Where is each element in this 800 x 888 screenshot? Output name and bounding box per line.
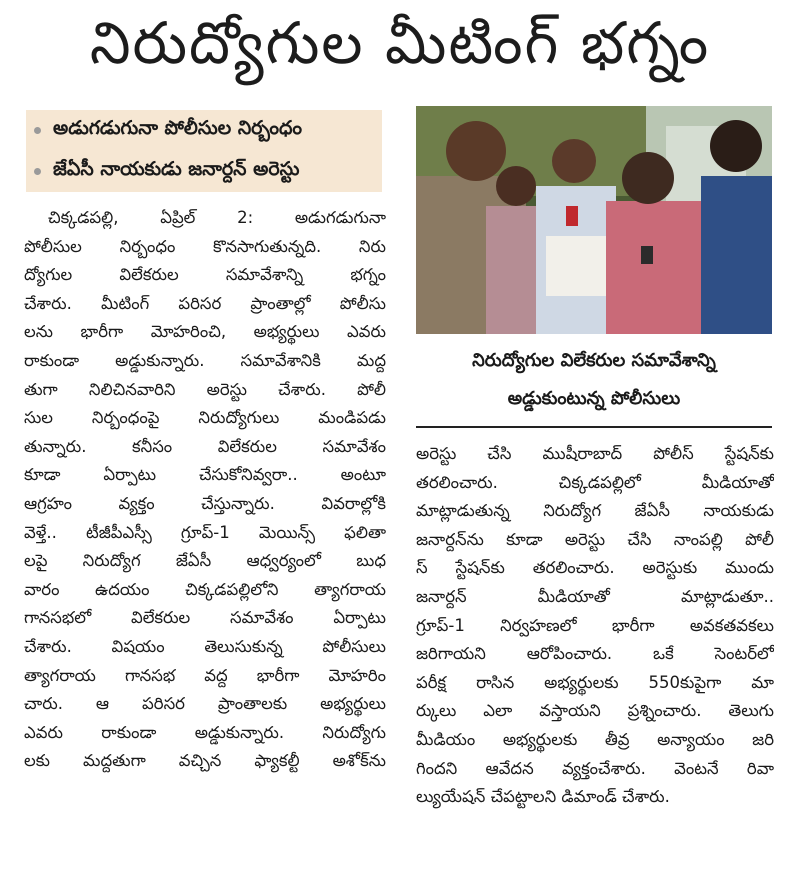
text-line: లకు మద్దతుగా వచ్చిన ఫ్యాకల్టీ అశోక్‌ను	[24, 751, 386, 771]
text-line: మాట్లాడుతున్న నిరుద్యోగ జేఏసీ నాయకుడు	[416, 501, 774, 521]
text-line: చారు. ఆ పరిసర ప్రాంతాలకు అభ్యర్థులు	[24, 694, 386, 714]
text-line: చేశారు. విషయం తెలుసుకున్న పోలీసులు	[24, 636, 386, 656]
caption-line: అడ్డుకుంటున్న పోలీసులు	[507, 388, 681, 409]
bullet-dot-icon	[34, 127, 41, 134]
photo-caption	[416, 342, 772, 422]
highlight-text: అడుగడుగునా పోలీసుల నిర్బంధం	[53, 117, 303, 139]
text-line: తుగా నిలిచినవారిని అరెస్టు చేశారు. పోలీ	[24, 379, 386, 399]
highlight-item	[26, 110, 382, 151]
text-line: ఆగ్రహం వ్యక్తం చేస్తున్నారు. వివరాల్లోకి	[24, 493, 386, 513]
text-line: రాకుండా అడ్డుకున్నారు. సమావేశానికి మద్ద	[24, 350, 386, 370]
text-line: తున్నారు. కనీసం విలేకరుల సమావేశం	[24, 436, 386, 456]
text-line: సుల నిర్బంధంపై నిరుద్యోగులు మండిపడు	[24, 408, 386, 428]
text-line: పోలీసుల నిర్బంధం కొనసాగుతున్నది. నిరు	[24, 236, 386, 256]
caption-divider	[416, 426, 772, 428]
highlight-item	[26, 151, 382, 192]
text-line: త్యాగరాయ గానసభ వద్ద భారీగా మోహరిం	[24, 665, 386, 685]
headline: నిరుద్యోగుల మీటింగ్ భగ్నం	[89, 8, 711, 77]
text-line: ల్యుయేషన్ చేపట్టాలని డిమాండ్ చేశారు.	[416, 787, 670, 807]
text-line: పరీక్ష రాసిన అభ్యర్థులకు 550కుపైగా మా	[416, 672, 774, 692]
caption-line: నిరుద్యోగుల విలేకరుల సమావేశాన్ని	[472, 350, 716, 371]
text-line: కూడా ఏర్పాటు చేసుకోనివ్వరా.. అంటూ	[24, 465, 386, 485]
text-line: చేశారు. మీటింగ్ పరిసర ప్రాంతాల్లో పోలీసు	[24, 293, 386, 313]
text-line: ర్కులు ఎలా వస్తాయని ప్రశ్నించారు. తెలుగు	[416, 701, 774, 721]
text-line: తరలించారు. చిక్కడపల్లిలో మీడియాతో	[416, 472, 774, 492]
text-line: జనార్దన్ మీడియాతో మాట్లాడుతూ..	[416, 586, 774, 606]
text-line: జనార్దన్‌ను కూడా అరెస్టు చేసి నాంపల్లి పోలీ	[416, 529, 774, 549]
text-line: ద్యోగుల విలేకరుల సమావేశాన్ని భగ్నం	[24, 265, 386, 285]
article-column-left	[24, 204, 386, 776]
text-line: గానసభలో విలేకరుల సమావేశం ఏర్పాటు	[24, 608, 386, 628]
text-line: గిందని ఆవేదన వ్యక్తంచేశారు. వెంటనే రివా	[416, 758, 774, 778]
text-line: లపై నిరుద్యోగ జేఏసీ ఆధ్వర్యంలో బుధ	[24, 551, 386, 571]
highlight-text: జేఏసీ నాయకుడు జనార్దన్ అరెస్టు	[53, 158, 300, 180]
text-line: జరిగాయని ఆరోపించారు. ఒకే సెంటర్‌లో	[416, 644, 774, 664]
news-photo	[416, 106, 772, 334]
text-line: వెళ్తే.. టీజీపీఎస్సీ గ్రూప్-1 మెయిన్స్ ఫలితా	[24, 522, 386, 542]
text-line: చిక్కడపల్లి, ఏప్రిల్ 2: అడుగడుగునా	[48, 208, 386, 227]
bullet-dot-icon	[34, 168, 41, 175]
text-line: ఎవరు రాకుండా అడ్డుకున్నారు. నిరుద్యోగు	[24, 722, 386, 742]
text-line: లను భారీగా మోహరించి, అభ్యర్థులు ఎవరు	[24, 322, 386, 342]
text-line: వారం ఉదయం చిక్కడపల్లిలోని త్యాగరాయ	[24, 579, 386, 599]
text-line: మీడియం అభ్యర్థులకు తీవ్ర అన్యాయం జరి	[416, 729, 774, 749]
article-column-right	[416, 440, 774, 812]
text-line: అరెస్టు చేసి ముషీరాబాద్ పోలీస్ స్టేషన్‌కు	[416, 444, 774, 463]
text-line: స్ స్టేషన్‌కు తరలించారు. అరెస్టుకు ముందు	[416, 558, 774, 578]
highlights-box	[26, 110, 382, 192]
text-line: గ్రూప్-1 నిర్వహణలో భారీగా అవకతవకలు	[416, 615, 774, 635]
